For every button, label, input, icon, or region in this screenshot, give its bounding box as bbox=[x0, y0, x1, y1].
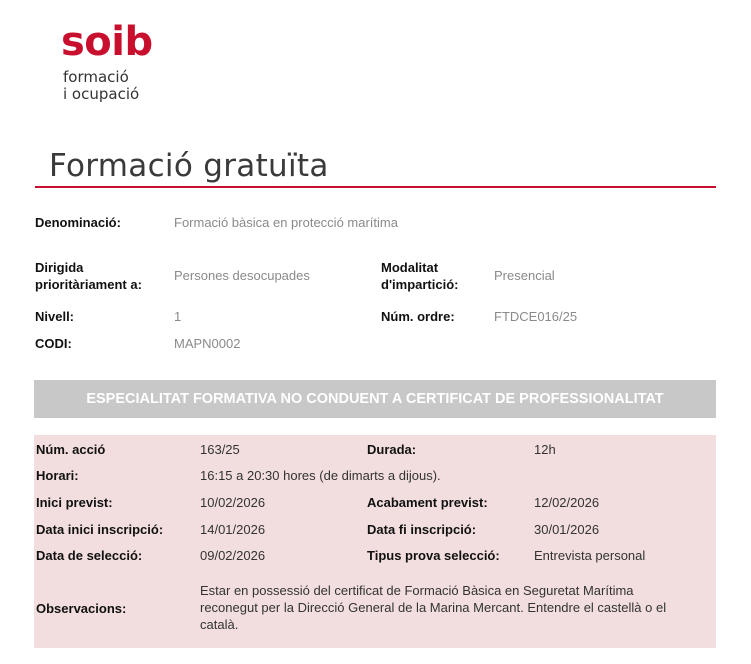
data-seleccio-value: 09/02/2026 bbox=[200, 548, 266, 563]
inici-inscripcio-label: Data inici inscripció: bbox=[36, 522, 164, 537]
modalitat-label bbox=[381, 259, 459, 293]
data-seleccio-label: Data de selecció: bbox=[36, 548, 143, 563]
durada-value: 12h bbox=[534, 442, 556, 457]
nivell-value: 1 bbox=[174, 309, 182, 324]
observacions-line-1: Estar en possessió del certificat de Formació Bàsica en Seguretat Marítima bbox=[200, 583, 634, 598]
tipus-prova-value: Entrevista personal bbox=[534, 548, 646, 563]
speciality-banner: ESPECIALITAT FORMATIVA NO CONDUENT A CERTIFICAT DE PROFESSIONALITAT bbox=[34, 380, 716, 418]
dirigida-value: Persones desocupades bbox=[174, 268, 310, 283]
inici-previst-label: Inici previst: bbox=[36, 495, 113, 510]
num-ordre-value: FTDCE016/25 bbox=[494, 309, 578, 324]
observacions-label: Observacions: bbox=[36, 601, 127, 616]
fi-inscripcio-label: Data fi inscripció: bbox=[367, 522, 477, 537]
acabament-previst-label: Acabament previst: bbox=[367, 495, 488, 510]
tipus-prova-label: Tipus prova selecció: bbox=[367, 548, 500, 563]
dirigida-label-line-2: prioritàriament a: bbox=[35, 277, 142, 292]
inici-inscripcio-value: 14/01/2026 bbox=[200, 522, 266, 537]
denominacio-value: Formació bàsica en protecció marítima bbox=[174, 215, 398, 230]
num-ordre-label: Núm. ordre: bbox=[381, 309, 455, 324]
soib-logo-subtitle bbox=[63, 69, 139, 103]
fi-inscripcio-value: 30/01/2026 bbox=[534, 522, 600, 537]
acabament-previst-value: 12/02/2026 bbox=[534, 495, 600, 510]
horari-value: 16:15 a 20:30 hores (de dimarts a dijous). bbox=[200, 468, 441, 483]
logo-sub-line-2: i ocupació bbox=[63, 85, 140, 103]
observacions-line-3: català. bbox=[200, 617, 239, 632]
modalitat-value: Presencial bbox=[494, 268, 555, 283]
nivell-label: Nivell: bbox=[35, 309, 75, 324]
dirigida-label bbox=[35, 259, 142, 293]
logo-sub-line-1: formació bbox=[63, 68, 129, 86]
codi-label: CODI: bbox=[35, 336, 72, 351]
num-accio-value: 163/25 bbox=[200, 442, 240, 457]
dirigida-label-line-1: Dirigida bbox=[35, 260, 84, 275]
page-title: Formació gratuïta bbox=[49, 148, 329, 184]
modalitat-label-line-1: Modalitat bbox=[381, 260, 439, 275]
observacions-value bbox=[200, 582, 710, 633]
observacions-line-2: reconegut per la Direcció General de la Marina Mercant. Entendre el castellà o el bbox=[200, 600, 667, 615]
codi-value: MAPN0002 bbox=[174, 336, 241, 351]
horari-label: Horari: bbox=[36, 468, 79, 483]
denominacio-label: Denominació: bbox=[35, 215, 121, 230]
title-divider bbox=[35, 186, 716, 188]
soib-logo: soib bbox=[61, 19, 153, 65]
inici-previst-value: 10/02/2026 bbox=[200, 495, 266, 510]
modalitat-label-line-2: d'impartició: bbox=[381, 277, 459, 292]
num-accio-label: Núm. acció bbox=[36, 442, 106, 457]
durada-label: Durada: bbox=[367, 442, 417, 457]
